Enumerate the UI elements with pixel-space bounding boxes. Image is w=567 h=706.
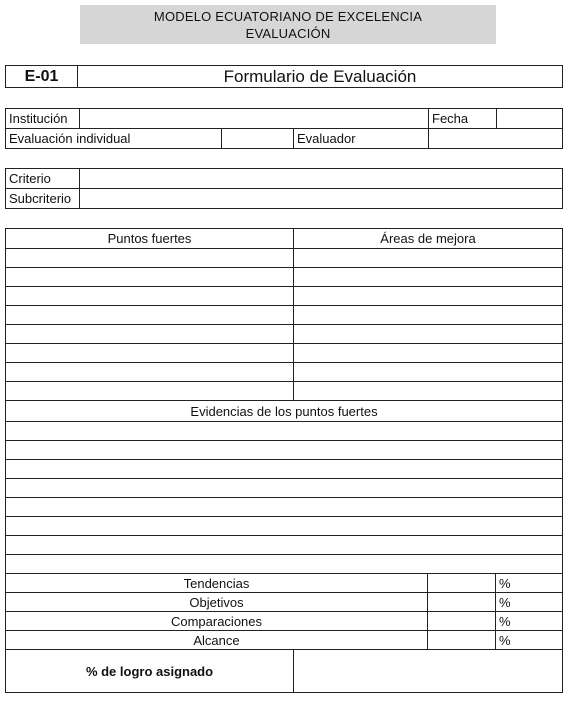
improvement-cell[interactable]	[294, 325, 563, 344]
subcriterio-label: Subcriterio	[6, 189, 80, 209]
evidence-cell[interactable]	[6, 441, 563, 460]
evaluation-table	[5, 228, 563, 693]
criteria-table	[5, 168, 563, 209]
total-score-field[interactable]	[294, 650, 563, 693]
evidence-cell[interactable]	[6, 460, 563, 479]
score-field-objetivos[interactable]	[428, 593, 496, 612]
strength-cell[interactable]	[6, 382, 294, 401]
evaluador-field[interactable]	[429, 129, 563, 149]
score-unit: %	[496, 631, 563, 650]
evidence-cell[interactable]	[6, 536, 563, 555]
score-unit: %	[496, 612, 563, 631]
fecha-field[interactable]	[497, 109, 563, 129]
evidence-cell[interactable]	[6, 555, 563, 574]
improvement-cell[interactable]	[294, 306, 563, 325]
score-unit: %	[496, 593, 563, 612]
evaluacion-individual-field[interactable]	[222, 129, 294, 149]
evidence-header: Evidencias de los puntos fuertes	[6, 401, 563, 422]
improvement-cell[interactable]	[294, 382, 563, 401]
header-line-2: EVALUACIÓN	[245, 25, 331, 41]
evidence-cell[interactable]	[6, 479, 563, 498]
form-title: Formulario de Evaluación	[78, 66, 563, 88]
fecha-label: Fecha	[429, 109, 497, 129]
info-table	[5, 108, 563, 149]
score-field-comparaciones[interactable]	[428, 612, 496, 631]
criterio-field[interactable]	[80, 169, 563, 189]
subcriterio-field[interactable]	[80, 189, 563, 209]
strength-cell[interactable]	[6, 287, 294, 306]
institucion-field[interactable]	[80, 109, 429, 129]
improvements-header: Áreas de mejora	[294, 229, 563, 249]
form-code: E-01	[6, 66, 78, 88]
evaluador-label: Evaluador	[294, 129, 429, 149]
strength-cell[interactable]	[6, 363, 294, 382]
improvement-cell[interactable]	[294, 344, 563, 363]
score-label-alcance: Alcance	[6, 631, 428, 650]
form-header-banner	[80, 5, 496, 44]
improvement-cell[interactable]	[294, 249, 563, 268]
strength-cell[interactable]	[6, 306, 294, 325]
strength-cell[interactable]	[6, 344, 294, 363]
score-unit: %	[496, 574, 563, 593]
score-label-objetivos: Objetivos	[6, 593, 428, 612]
improvement-cell[interactable]	[294, 363, 563, 382]
evidence-cell[interactable]	[6, 517, 563, 536]
header-line-1: MODELO ECUATORIANO DE EXCELENCIA	[153, 8, 423, 24]
evaluacion-individual-label: Evaluación individual	[6, 129, 222, 149]
score-label-tendencias: Tendencias	[6, 574, 428, 593]
strengths-header: Puntos fuertes	[6, 229, 294, 249]
evidence-cell[interactable]	[6, 422, 563, 441]
total-score-label: % de logro asignado	[6, 650, 294, 693]
improvement-cell[interactable]	[294, 268, 563, 287]
form-title-table	[5, 65, 563, 88]
strength-cell[interactable]	[6, 325, 294, 344]
evidence-cell[interactable]	[6, 498, 563, 517]
institucion-label: Institución	[6, 109, 80, 129]
criterio-label: Criterio	[6, 169, 80, 189]
score-label-comparaciones: Comparaciones	[6, 612, 428, 631]
strength-cell[interactable]	[6, 249, 294, 268]
strength-cell[interactable]	[6, 268, 294, 287]
improvement-cell[interactable]	[294, 287, 563, 306]
score-field-alcance[interactable]	[428, 631, 496, 650]
score-field-tendencias[interactable]	[428, 574, 496, 593]
